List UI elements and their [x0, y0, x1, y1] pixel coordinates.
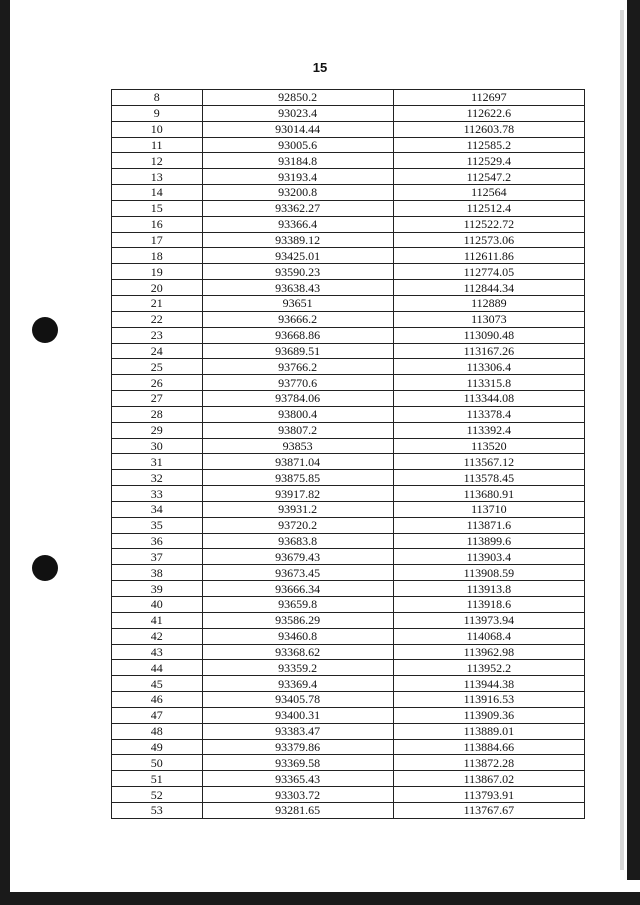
y-coordinate-cell: 112844.34: [393, 280, 584, 296]
x-coordinate-cell: 93638.43: [202, 280, 393, 296]
x-coordinate-cell: 93683.8: [202, 533, 393, 549]
table-row: [112, 628, 585, 644]
x-coordinate-cell: 93184.8: [202, 153, 393, 169]
point-number-cell: 29: [112, 422, 203, 438]
point-number-cell: 47: [112, 707, 203, 723]
table-row: [112, 739, 585, 755]
table-row: [112, 153, 585, 169]
point-number-cell: 28: [112, 406, 203, 422]
table-row: [112, 723, 585, 739]
point-number-cell: 31: [112, 454, 203, 470]
y-coordinate-cell: 112697: [393, 90, 584, 106]
x-coordinate-cell: 93014.44: [202, 121, 393, 137]
x-coordinate-cell: 93400.31: [202, 707, 393, 723]
point-number-cell: 48: [112, 723, 203, 739]
table-row: [112, 707, 585, 723]
y-coordinate-cell: 113767.67: [393, 802, 584, 818]
y-coordinate-cell: 113884.66: [393, 739, 584, 755]
x-coordinate-cell: 93369.58: [202, 755, 393, 771]
point-number-cell: 34: [112, 501, 203, 517]
point-number-cell: 35: [112, 517, 203, 533]
y-coordinate-cell: 112774.05: [393, 264, 584, 280]
scan-border-right: [627, 0, 640, 880]
x-coordinate-cell: 93425.01: [202, 248, 393, 264]
table-row: [112, 200, 585, 216]
y-coordinate-cell: 112512.4: [393, 200, 584, 216]
table-row: [112, 264, 585, 280]
y-coordinate-cell: 113903.4: [393, 549, 584, 565]
point-number-cell: 17: [112, 232, 203, 248]
y-coordinate-cell: 112522.72: [393, 216, 584, 232]
point-number-cell: 44: [112, 660, 203, 676]
x-coordinate-cell: 93800.4: [202, 406, 393, 422]
table-row: [112, 391, 585, 407]
x-coordinate-cell: 93460.8: [202, 628, 393, 644]
scan-border-left: [0, 0, 10, 905]
x-coordinate-cell: 93673.45: [202, 565, 393, 581]
point-number-cell: 8: [112, 90, 203, 106]
x-coordinate-cell: 93807.2: [202, 422, 393, 438]
point-number-cell: 38: [112, 565, 203, 581]
y-coordinate-cell: 113167.26: [393, 343, 584, 359]
table-row: [112, 137, 585, 153]
y-coordinate-cell: 112564: [393, 185, 584, 201]
table-row: [112, 660, 585, 676]
y-coordinate-cell: 113918.6: [393, 597, 584, 613]
table-row: [112, 327, 585, 343]
y-coordinate-cell: 113899.6: [393, 533, 584, 549]
page-number: 15: [312, 60, 328, 75]
y-coordinate-cell: 113872.28: [393, 755, 584, 771]
y-coordinate-cell: 113578.45: [393, 470, 584, 486]
x-coordinate-cell: 93369.4: [202, 676, 393, 692]
point-number-cell: 27: [112, 391, 203, 407]
point-number-cell: 53: [112, 802, 203, 818]
table-row: [112, 470, 585, 486]
x-coordinate-cell: 93666.34: [202, 581, 393, 597]
table-row: [112, 549, 585, 565]
x-coordinate-cell: 93689.51: [202, 343, 393, 359]
table-body: [112, 90, 585, 819]
x-coordinate-cell: 93853: [202, 438, 393, 454]
point-number-cell: 39: [112, 581, 203, 597]
table-row: [112, 676, 585, 692]
point-number-cell: 36: [112, 533, 203, 549]
x-coordinate-cell: 93200.8: [202, 185, 393, 201]
table-row: [112, 169, 585, 185]
point-number-cell: 23: [112, 327, 203, 343]
table-row: [112, 787, 585, 803]
y-coordinate-cell: 112547.2: [393, 169, 584, 185]
table-row: [112, 597, 585, 613]
y-coordinate-cell: 113962.98: [393, 644, 584, 660]
y-coordinate-cell: 113680.91: [393, 486, 584, 502]
x-coordinate-cell: 93784.06: [202, 391, 393, 407]
x-coordinate-cell: 93303.72: [202, 787, 393, 803]
point-number-cell: 41: [112, 612, 203, 628]
x-coordinate-cell: 93871.04: [202, 454, 393, 470]
table-row: [112, 343, 585, 359]
point-number-cell: 22: [112, 311, 203, 327]
y-coordinate-cell: 113710: [393, 501, 584, 517]
point-number-cell: 15: [112, 200, 203, 216]
point-number-cell: 10: [112, 121, 203, 137]
table-row: [112, 121, 585, 137]
point-number-cell: 25: [112, 359, 203, 375]
table-row: [112, 486, 585, 502]
point-number-cell: 33: [112, 486, 203, 502]
table-row: [112, 359, 585, 375]
y-coordinate-cell: 112622.6: [393, 105, 584, 121]
point-number-cell: 37: [112, 549, 203, 565]
x-coordinate-cell: 93875.85: [202, 470, 393, 486]
point-number-cell: 11: [112, 137, 203, 153]
y-coordinate-cell: 113567.12: [393, 454, 584, 470]
point-number-cell: 45: [112, 676, 203, 692]
table-row: [112, 755, 585, 771]
x-coordinate-cell: 93005.6: [202, 137, 393, 153]
point-number-cell: 19: [112, 264, 203, 280]
y-coordinate-cell: 112585.2: [393, 137, 584, 153]
y-coordinate-cell: 113793.91: [393, 787, 584, 803]
x-coordinate-cell: 93366.4: [202, 216, 393, 232]
y-coordinate-cell: 112611.86: [393, 248, 584, 264]
point-number-cell: 30: [112, 438, 203, 454]
x-coordinate-cell: 93766.2: [202, 359, 393, 375]
x-coordinate-cell: 92850.2: [202, 90, 393, 106]
point-number-cell: 12: [112, 153, 203, 169]
y-coordinate-cell: 112603.78: [393, 121, 584, 137]
x-coordinate-cell: 93359.2: [202, 660, 393, 676]
point-number-cell: 49: [112, 739, 203, 755]
point-number-cell: 46: [112, 692, 203, 708]
x-coordinate-cell: 93666.2: [202, 311, 393, 327]
y-coordinate-cell: 113889.01: [393, 723, 584, 739]
x-coordinate-cell: 93590.23: [202, 264, 393, 280]
y-coordinate-cell: 113315.8: [393, 375, 584, 391]
y-coordinate-cell: 112889: [393, 295, 584, 311]
table-row: [112, 216, 585, 232]
scan-shadow-right: [620, 10, 624, 870]
point-number-cell: 51: [112, 771, 203, 787]
table-row: [112, 771, 585, 787]
y-coordinate-cell: 113073: [393, 311, 584, 327]
x-coordinate-cell: 93931.2: [202, 501, 393, 517]
table-row: [112, 454, 585, 470]
point-number-cell: 14: [112, 185, 203, 201]
point-number-cell: 9: [112, 105, 203, 121]
table-row: [112, 90, 585, 106]
point-number-cell: 21: [112, 295, 203, 311]
table-row: [112, 581, 585, 597]
table-row: [112, 280, 585, 296]
table-row: [112, 802, 585, 818]
y-coordinate-cell: 113909.36: [393, 707, 584, 723]
point-number-cell: 43: [112, 644, 203, 660]
x-coordinate-cell: 93365.43: [202, 771, 393, 787]
x-coordinate-cell: 93405.78: [202, 692, 393, 708]
table-row: [112, 232, 585, 248]
table-row: [112, 612, 585, 628]
point-number-cell: 50: [112, 755, 203, 771]
point-number-cell: 26: [112, 375, 203, 391]
y-coordinate-cell: 113916.53: [393, 692, 584, 708]
x-coordinate-cell: 93668.86: [202, 327, 393, 343]
point-number-cell: 18: [112, 248, 203, 264]
x-coordinate-cell: 93379.86: [202, 739, 393, 755]
point-number-cell: 20: [112, 280, 203, 296]
table-row: [112, 438, 585, 454]
x-coordinate-cell: 93281.65: [202, 802, 393, 818]
y-coordinate-cell: 112573.06: [393, 232, 584, 248]
x-coordinate-cell: 93193.4: [202, 169, 393, 185]
punch-hole-bottom: [32, 555, 58, 581]
point-number-cell: 16: [112, 216, 203, 232]
point-number-cell: 52: [112, 787, 203, 803]
point-number-cell: 24: [112, 343, 203, 359]
y-coordinate-cell: 114068.4: [393, 628, 584, 644]
table-row: [112, 533, 585, 549]
x-coordinate-cell: 93383.47: [202, 723, 393, 739]
x-coordinate-cell: 93368.62: [202, 644, 393, 660]
scan-border-bottom: [10, 892, 640, 905]
point-number-cell: 42: [112, 628, 203, 644]
table-row: [112, 311, 585, 327]
table-row: [112, 644, 585, 660]
x-coordinate-cell: 93659.8: [202, 597, 393, 613]
table-row: [112, 422, 585, 438]
point-number-cell: 13: [112, 169, 203, 185]
x-coordinate-cell: 93917.82: [202, 486, 393, 502]
table-row: [112, 406, 585, 422]
y-coordinate-cell: 113973.94: [393, 612, 584, 628]
punch-hole-top: [32, 317, 58, 343]
coordinates-table: [111, 89, 585, 819]
y-coordinate-cell: 113378.4: [393, 406, 584, 422]
y-coordinate-cell: 113392.4: [393, 422, 584, 438]
y-coordinate-cell: 113944.38: [393, 676, 584, 692]
x-coordinate-cell: 93023.4: [202, 105, 393, 121]
y-coordinate-cell: 113090.48: [393, 327, 584, 343]
y-coordinate-cell: 113908.59: [393, 565, 584, 581]
y-coordinate-cell: 113871.6: [393, 517, 584, 533]
table-row: [112, 692, 585, 708]
x-coordinate-cell: 93362.27: [202, 200, 393, 216]
table-row: [112, 517, 585, 533]
x-coordinate-cell: 93720.2: [202, 517, 393, 533]
y-coordinate-cell: 113520: [393, 438, 584, 454]
point-number-cell: 32: [112, 470, 203, 486]
table-row: [112, 565, 585, 581]
table-row: [112, 248, 585, 264]
table-row: [112, 501, 585, 517]
y-coordinate-cell: 113913.8: [393, 581, 584, 597]
y-coordinate-cell: 113867.02: [393, 771, 584, 787]
table-row: [112, 375, 585, 391]
y-coordinate-cell: 113306.4: [393, 359, 584, 375]
table-row: [112, 105, 585, 121]
table-row: [112, 185, 585, 201]
x-coordinate-cell: 93651: [202, 295, 393, 311]
table-row: [112, 295, 585, 311]
y-coordinate-cell: 112529.4: [393, 153, 584, 169]
x-coordinate-cell: 93586.29: [202, 612, 393, 628]
y-coordinate-cell: 113952.2: [393, 660, 584, 676]
x-coordinate-cell: 93389.12: [202, 232, 393, 248]
x-coordinate-cell: 93770.6: [202, 375, 393, 391]
x-coordinate-cell: 93679.43: [202, 549, 393, 565]
point-number-cell: 40: [112, 597, 203, 613]
y-coordinate-cell: 113344.08: [393, 391, 584, 407]
